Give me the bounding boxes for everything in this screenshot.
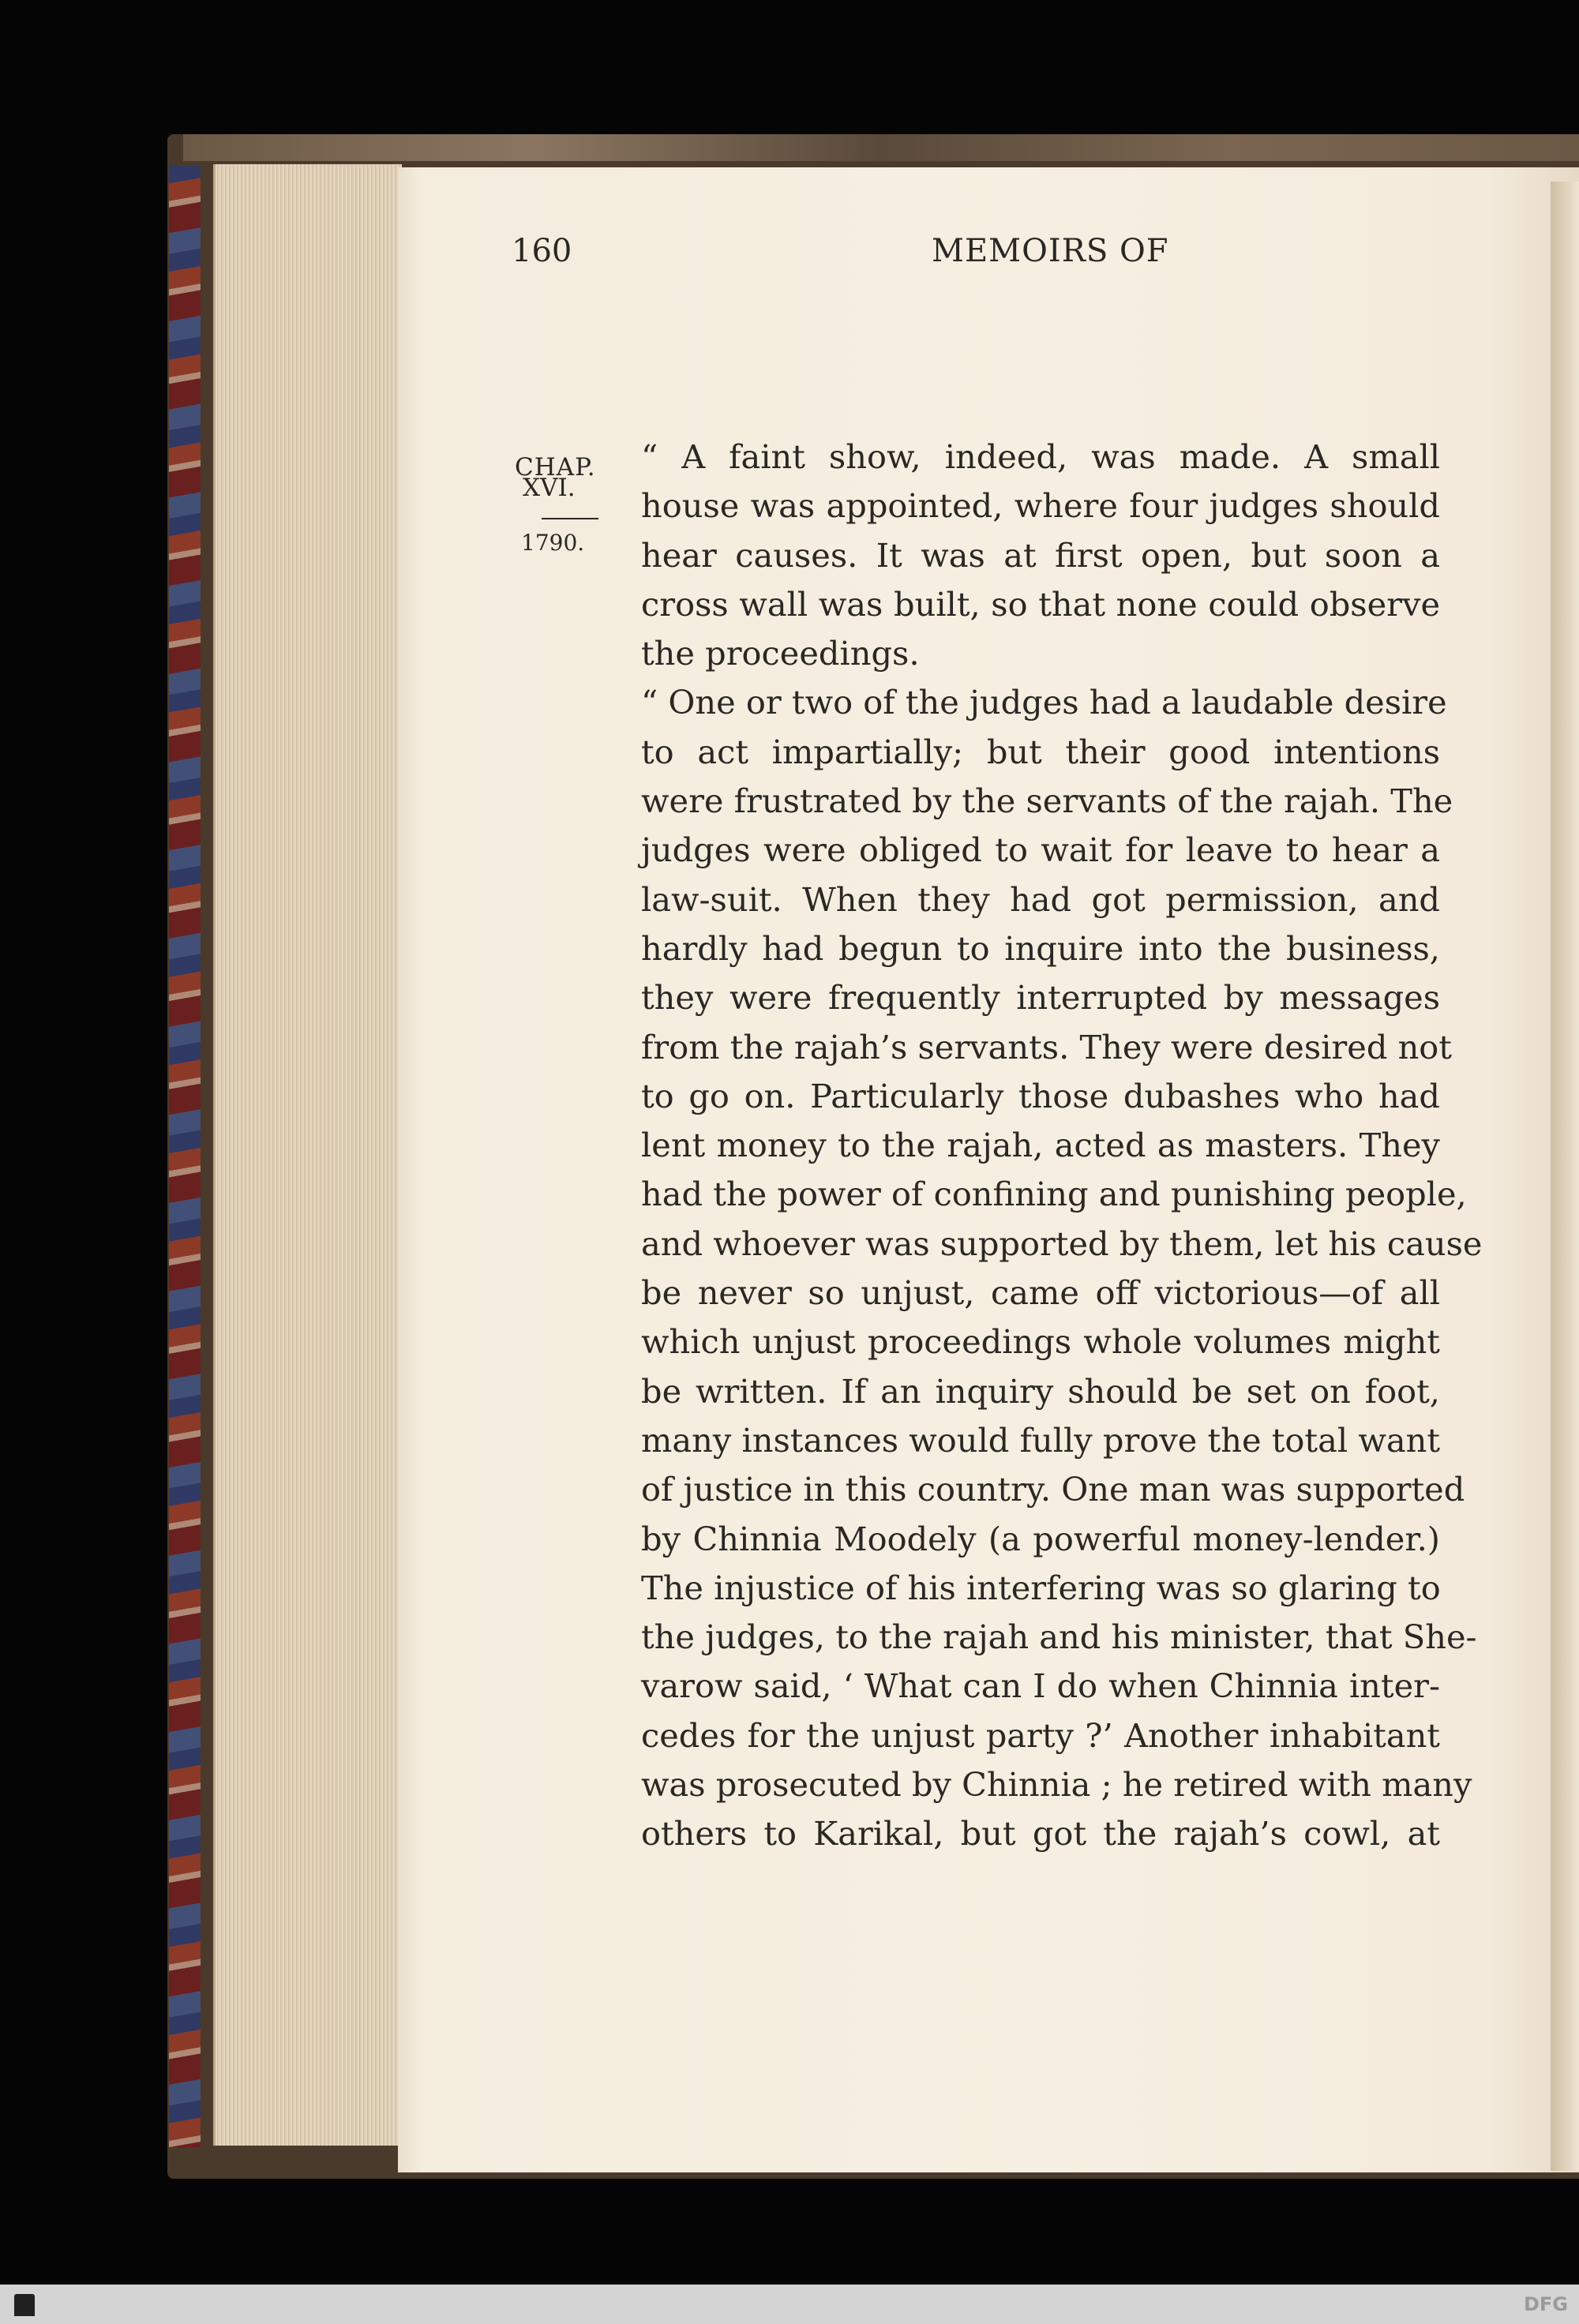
text-line: from the rajah’s servants. They were desired not <box>641 1027 1452 1066</box>
text-line: by Chinnia Moodely (a powerful money-lender.) <box>641 1519 1440 1558</box>
chapter-label: CHAP. <box>515 453 596 482</box>
text-line: hardly had begun to inquire into the business, <box>641 928 1440 968</box>
text-line: which unjust proceedings whole volumes might <box>641 1322 1440 1362</box>
text-line: house was appointed, where four judges should <box>641 486 1440 526</box>
page-number: 160 <box>512 233 572 269</box>
running-title: MEMOIRS OF <box>932 233 1169 269</box>
chapter-year: 1790. <box>521 530 585 556</box>
text-line: and whoever was supported by them, let his cause <box>641 1224 1483 1263</box>
text-line: others to Karikal, but got the rajah’s cowl, at <box>641 1814 1440 1854</box>
text-line: be never so unjust, came off victorious—of all <box>641 1273 1440 1313</box>
facing-page-edge <box>1551 182 1579 2171</box>
book-cover-top-edge <box>183 134 1579 161</box>
text-line: lent money to the rajah, acted as masters. They <box>641 1126 1440 1165</box>
text-line: cedes for the unjust party ?’ Another inhabitant <box>641 1715 1440 1755</box>
library-logo-icon <box>14 2294 35 2316</box>
text-line: law-suit. When they had got permission, and <box>641 879 1440 919</box>
text-line: hear causes. It was at first open, but soon a <box>641 535 1440 575</box>
text-line: The injustice of his interfering was so glaring to <box>641 1568 1441 1607</box>
text-line: had the power of confining and punishing people, <box>641 1175 1467 1214</box>
text-line: were frustrated by the servants of the rajah. The <box>641 782 1453 821</box>
text-line: they were frequently interrupted by messages <box>641 978 1440 1018</box>
text-line: “ One or two of the judges had a laudable desire <box>641 683 1447 722</box>
dfg-logo: DFG <box>1523 2293 1568 2315</box>
text-line: “ A faint show, indeed, was made. A small <box>641 437 1440 476</box>
text-line: many instances would fully prove the total want <box>641 1420 1440 1460</box>
viewer-footer-bar <box>0 2285 1579 2324</box>
text-line: to go on. Particularly those dubashes who had <box>641 1076 1440 1115</box>
chapter-number: XVI. <box>523 474 576 502</box>
text-line: the proceedings. <box>641 634 920 673</box>
text-line: the judges, to the rajah and his minister, that She- <box>641 1617 1477 1657</box>
page-edges <box>213 164 402 2146</box>
text-line: cross wall was built, so that none could observe <box>641 584 1440 624</box>
text-line: varow said, ‘ What can I do when Chinnia inter- <box>641 1666 1440 1706</box>
text-line: be written. If an inquiry should be set on foot, <box>641 1371 1440 1411</box>
chapter-rule <box>542 518 598 519</box>
text-line: to act impartially; but their good intentions <box>641 732 1440 771</box>
body-text <box>641 433 1483 1859</box>
text-line: of justice in this country. One man was supported <box>641 1470 1465 1509</box>
text-line: was prosecuted by Chinnia ; he retired with many <box>641 1765 1472 1805</box>
marbled-board-edge <box>169 166 201 2147</box>
text-line: judges were obliged to wait for leave to hear a <box>641 830 1440 870</box>
